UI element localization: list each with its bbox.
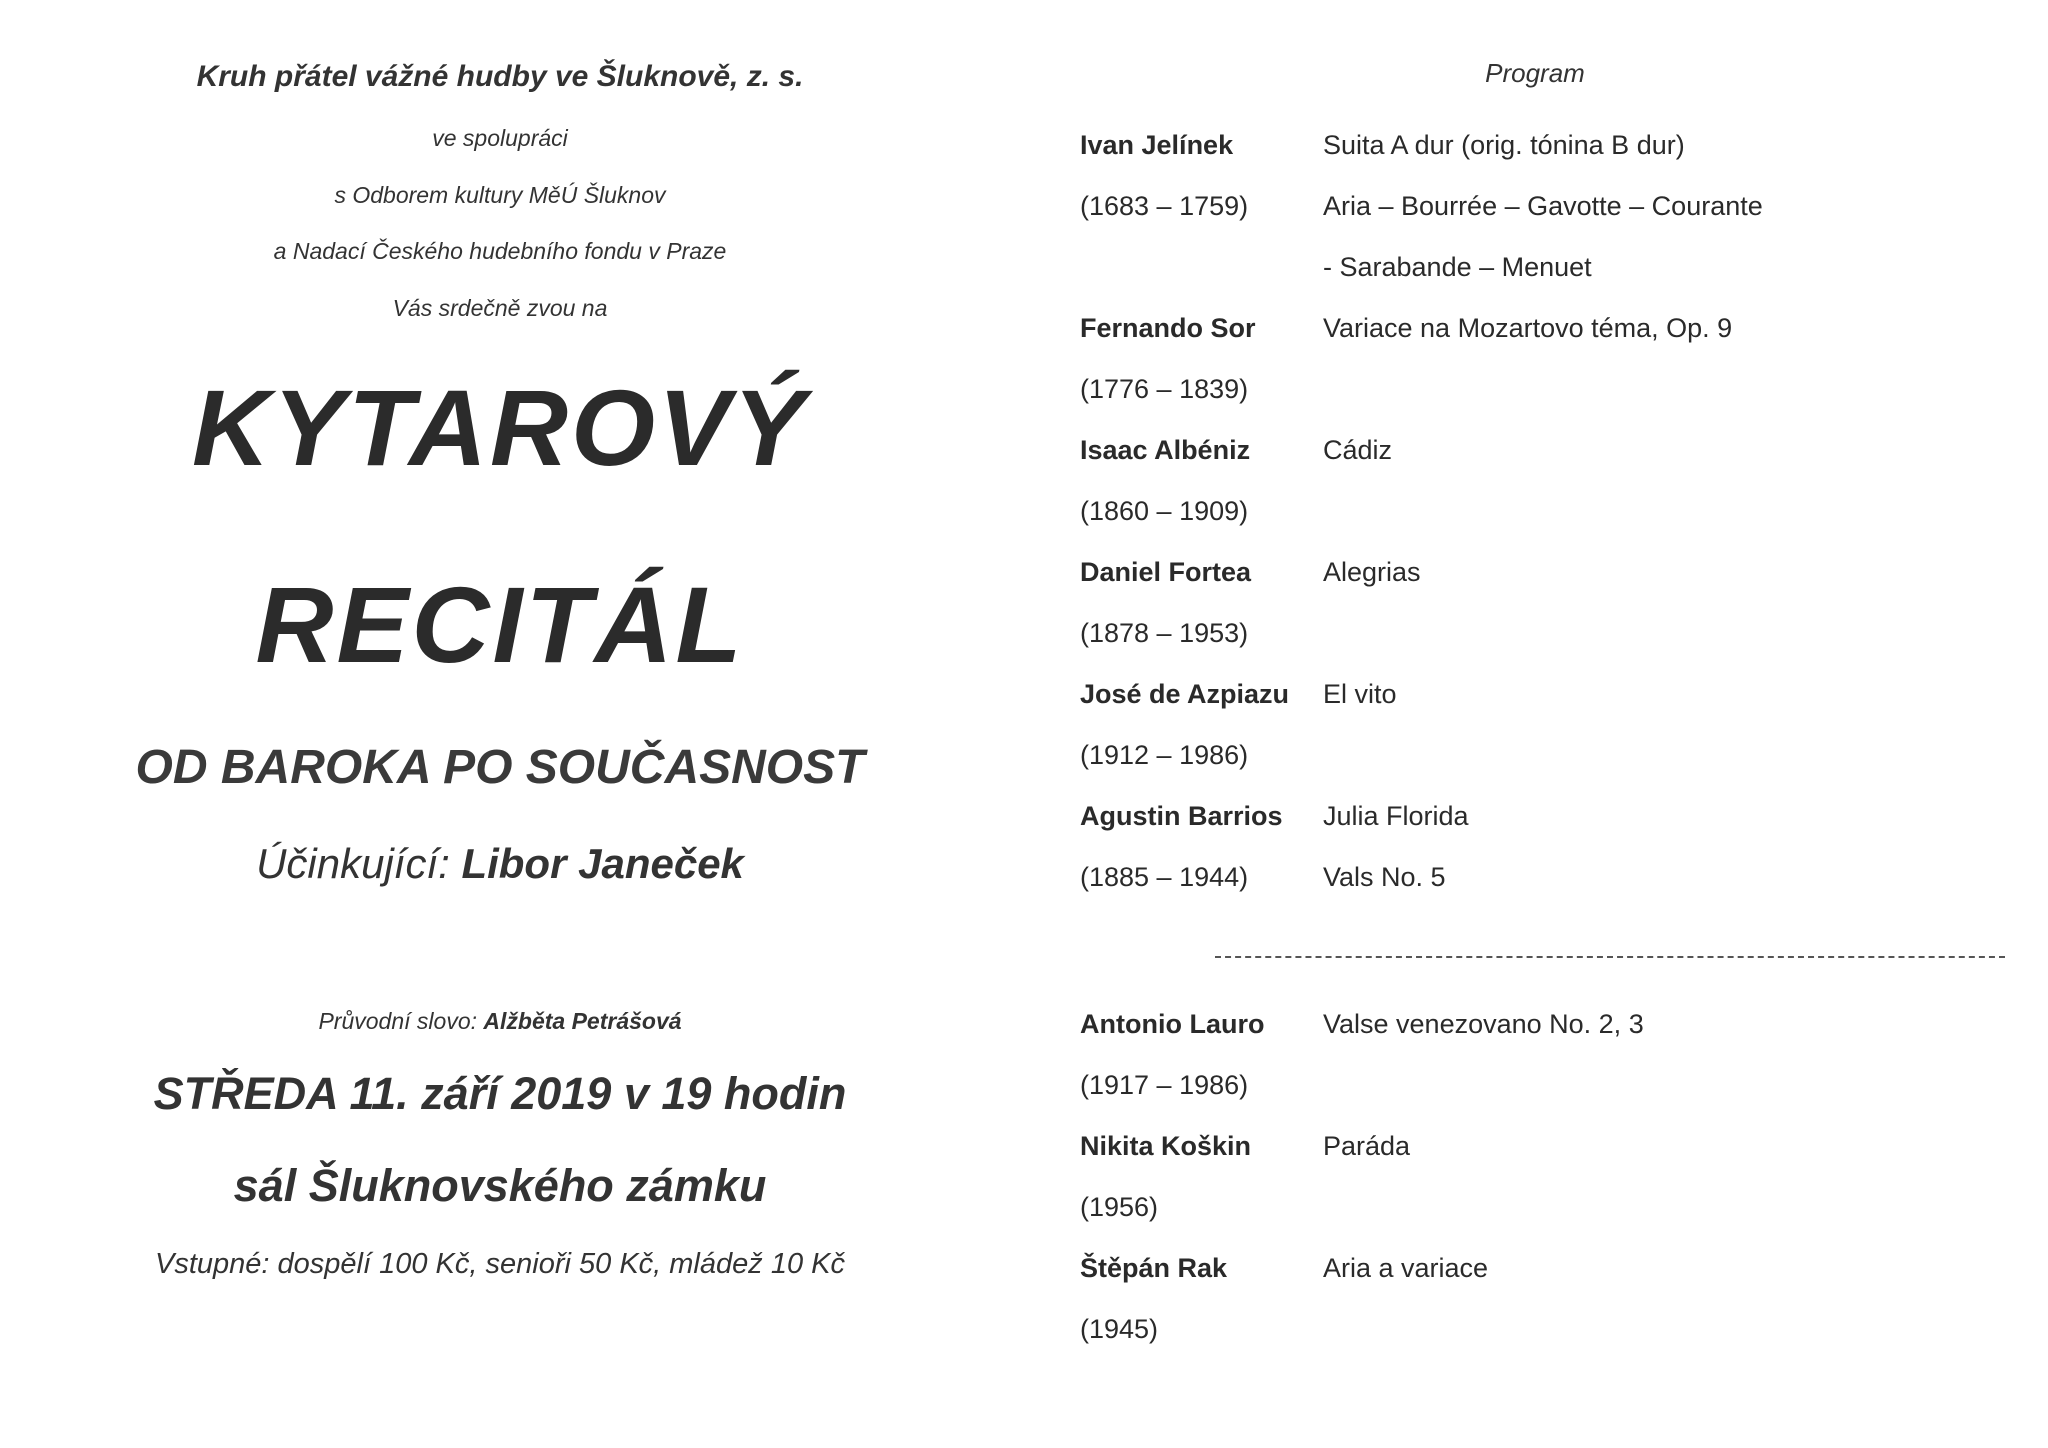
guide-name: Alžběta Petrášová <box>483 1008 682 1034</box>
title-line-1: KYTAROVÝ <box>191 367 809 488</box>
composer-years: (1878 – 1953) <box>1080 618 1249 648</box>
performer <box>0 840 1000 888</box>
partner-2: a Nadací Českého hudebního fondu v Praze <box>273 238 727 264</box>
program-entry-row <box>1080 786 1980 847</box>
guide-label: Průvodní slovo: <box>318 1008 477 1034</box>
work-title: Variace na Mozartovo téma, Op. 9 <box>1323 313 1733 343</box>
program-title: Program <box>1485 58 1585 88</box>
program-entry <box>1080 664 1980 786</box>
program-entry <box>1080 298 1980 420</box>
program-entry <box>1080 786 1980 908</box>
composer-years: (1860 – 1909) <box>1080 496 1249 526</box>
program-entry-row <box>1080 420 1980 481</box>
program-entry <box>1080 994 1980 1116</box>
work-title: Alegrias <box>1323 557 1421 587</box>
composer-years: (1683 – 1759) <box>1080 191 1249 221</box>
program-entry-row <box>1080 176 1980 237</box>
program-entry-row <box>1080 725 1980 786</box>
work-title: Julia Florida <box>1323 801 1469 831</box>
program-list <box>1080 115 1980 1360</box>
intermission-divider <box>1080 908 1980 994</box>
program-entry-row <box>1080 237 1980 298</box>
work-title: Cádiz <box>1323 435 1393 465</box>
organization-name: Kruh přátel vážné hudby ve Šluknově, z. s. <box>196 60 804 93</box>
program-column <box>1060 0 2020 1448</box>
partner-1: s Odborem kultury MěÚ Šluknov <box>334 182 666 208</box>
subtitle: OD BAROKA PO SOUČASNOST <box>135 741 865 794</box>
program-entry-row <box>1080 664 1980 725</box>
work-title: Vals No. 5 <box>1323 862 1446 892</box>
program-entry <box>1080 1238 1980 1360</box>
program-entry-row <box>1080 1177 1980 1238</box>
invitation-column <box>0 0 1000 1448</box>
work-title: - Sarabande – Menuet <box>1323 252 1592 282</box>
composer-years: (1956) <box>1080 1192 1159 1222</box>
program-entry-row <box>1080 298 1980 359</box>
composer-name: Ivan Jelínek <box>1080 130 1234 160</box>
composer-years: (1776 – 1839) <box>1080 374 1249 404</box>
program-entry <box>1080 1116 1980 1238</box>
work-title: Suita A dur (orig. tónina B dur) <box>1323 130 1685 160</box>
composer-years: (1917 – 1986) <box>1080 1070 1249 1100</box>
program-entry-row <box>1080 603 1980 664</box>
composer-name: Antonio Lauro <box>1080 1009 1265 1039</box>
composer-name: Agustin Barrios <box>1080 801 1283 831</box>
program-entry-row <box>1080 115 1980 176</box>
program-entry-row <box>1080 847 1980 908</box>
composer-name: José de Azpiazu <box>1080 679 1290 709</box>
dashed-line <box>1215 956 2005 958</box>
composer-name: Fernando Sor <box>1080 313 1256 343</box>
work-title: El vito <box>1323 679 1397 709</box>
program-entry-row <box>1080 481 1980 542</box>
title-line-2: RECITÁL <box>255 564 745 685</box>
event-date: STŘEDA 11. září 2019 v 19 hodin <box>153 1068 847 1119</box>
performer-label: Účinkující: <box>256 840 450 887</box>
program-entry <box>1080 115 1980 298</box>
program-entry-row <box>1080 1055 1980 1116</box>
composer-name: Daniel Fortea <box>1080 557 1252 587</box>
composer-name: Štěpán Rak <box>1080 1253 1228 1283</box>
work-title: Aria – Bourrée – Gavotte – Courante <box>1323 191 1763 221</box>
composer-years: (1945) <box>1080 1314 1159 1344</box>
admission-prices: Vstupné: dospělí 100 Kč, senioři 50 Kč, mládež 10 Kč <box>155 1248 845 1280</box>
performer-name: Libor Janeček <box>461 840 744 887</box>
cooperation-text: ve spolupráci <box>432 125 568 151</box>
work-title: Aria a variace <box>1323 1253 1489 1283</box>
program-entry-row <box>1080 994 1980 1055</box>
program-entry-row <box>1080 359 1980 420</box>
program-entry-row <box>1080 1116 1980 1177</box>
composer-years: (1912 – 1986) <box>1080 740 1249 770</box>
program-entry-row <box>1080 1299 1980 1360</box>
program-entry <box>1080 420 1980 542</box>
composer-name: Nikita Koškin <box>1080 1131 1252 1161</box>
program-entry <box>1080 542 1980 664</box>
invitation-text: Vás srdečně zvou na <box>392 295 608 321</box>
work-title: Paráda <box>1323 1131 1411 1161</box>
guide <box>0 1008 1000 1035</box>
program-entry-row <box>1080 1238 1980 1299</box>
program-entry-row <box>1080 542 1980 603</box>
event-venue: sál Šluknovského zámku <box>233 1160 767 1211</box>
composer-years: (1885 – 1944) <box>1080 862 1249 892</box>
composer-name: Isaac Albéniz <box>1080 435 1251 465</box>
work-title: Valse venezovano No. 2, 3 <box>1323 1009 1644 1039</box>
